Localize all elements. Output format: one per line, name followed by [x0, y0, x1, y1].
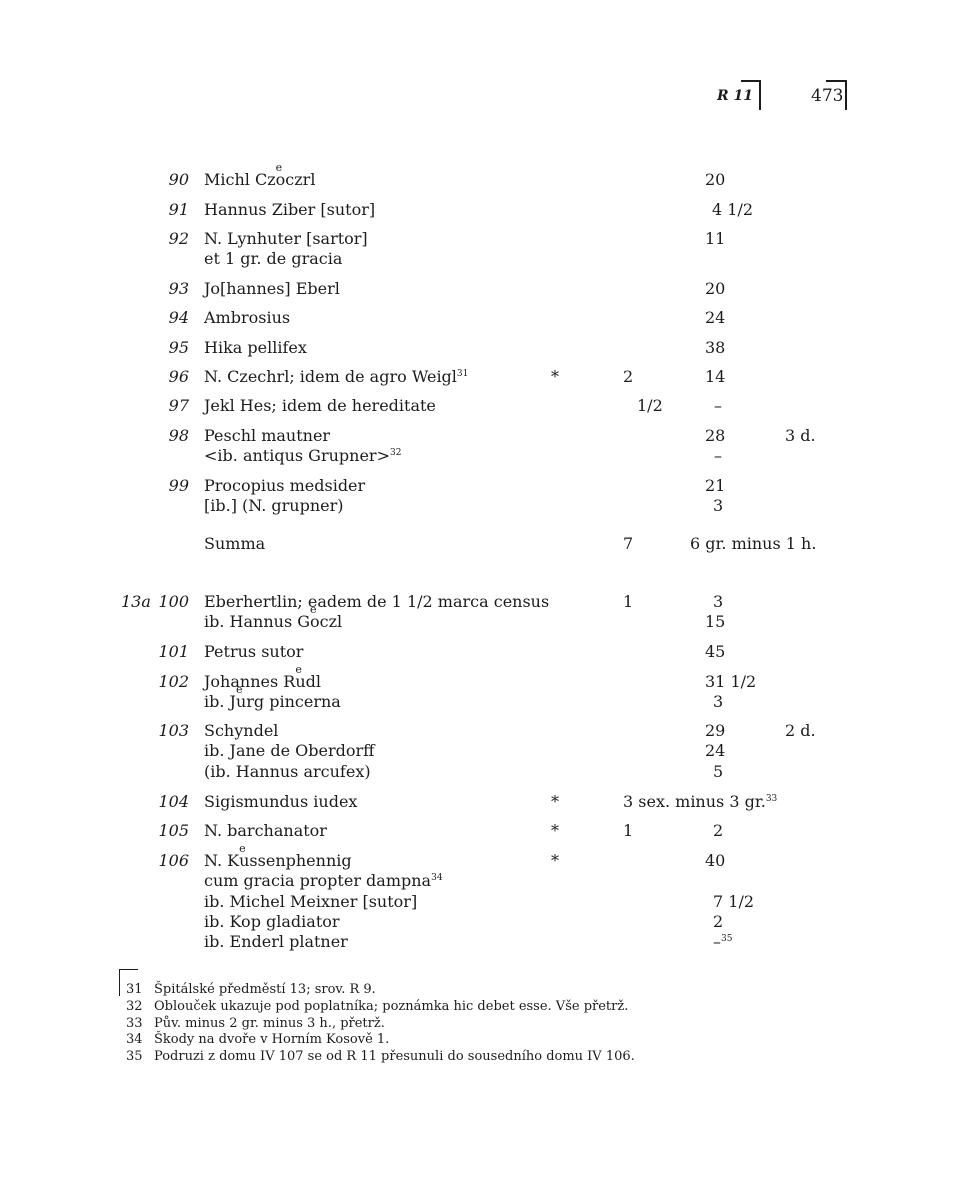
footnote-number: 33	[126, 1016, 143, 1031]
amount-col3: 3 d.	[785, 426, 816, 445]
folio-mark: 13a	[121, 592, 151, 611]
amount: –	[714, 446, 722, 465]
footnote-ref: 34	[431, 873, 443, 883]
entry-name: N. Ke ussenphennig	[204, 851, 352, 871]
asterisk-mark: *	[551, 367, 559, 386]
entry-name: N. Lynhuter [sartor]	[204, 229, 368, 248]
amount: 2	[713, 821, 724, 840]
amount: 11	[705, 229, 726, 248]
footnote-ref: 32	[389, 448, 402, 458]
entry-name: Procopius medsider	[204, 476, 366, 495]
entry-subline: (ib. Hannus arcufex)	[204, 762, 371, 781]
entry-number: 95	[168, 338, 189, 357]
amount-col1: 1	[623, 821, 634, 840]
asterisk-mark: *	[551, 792, 559, 811]
amount: 2	[713, 912, 724, 931]
entry-subline: ib. Je urg pincerna	[204, 692, 341, 712]
entry-name: Eberhertlin; eadem de 1 1/2 marca census	[204, 592, 550, 611]
entry-name: N. barchanator	[204, 821, 327, 840]
entry-number: 99	[168, 476, 189, 495]
entry-number: 102	[158, 672, 189, 691]
amount: 45	[705, 642, 726, 661]
amount: 3	[713, 692, 724, 711]
entry-number: 94	[168, 308, 189, 327]
entry-number: 96	[168, 367, 189, 386]
footnote-text: Pův. minus 2 gr. minus 3 h., přetrž.	[154, 1016, 385, 1031]
entry-number: 105	[158, 821, 189, 840]
footnote-text: Špitálské předměstí 13; srov. R 9.	[154, 982, 376, 997]
entry-name: Johannes Re udl	[204, 672, 321, 692]
entry-number: 93	[168, 279, 189, 298]
amount: 20	[705, 170, 726, 189]
amount: 31 1/2	[705, 672, 757, 691]
entry-number: 103	[158, 721, 189, 740]
amount-col1: 7	[623, 534, 634, 553]
amount: 3	[713, 592, 724, 611]
entry-number: 91	[168, 200, 189, 219]
footnote-ref: 31	[456, 369, 469, 379]
amount: –$^{35}$	[713, 932, 733, 951]
entry-number: 101	[158, 642, 189, 661]
entry-name: Jo[hannes] Eberl	[204, 279, 340, 298]
entry-number: 104	[158, 792, 189, 811]
amount-col1: 2	[623, 367, 634, 386]
amount: 24	[705, 308, 726, 327]
amount: 15	[705, 612, 726, 631]
entry-number: 98	[168, 426, 189, 445]
amount-col1: 1	[623, 592, 634, 611]
entry-subline: [ib.] (N. grupner)	[204, 496, 344, 515]
amount: 4 1/2	[712, 200, 754, 219]
footnote-number: 34	[126, 1032, 143, 1047]
amount: 24	[705, 741, 726, 760]
entry-name: Schyndel	[204, 721, 279, 740]
entry-subline: cum gracia propter dampna$^{34}$	[204, 871, 443, 890]
entry-name: Sigismundus iudex	[204, 792, 358, 811]
entry-name: Michl Cze oczrl	[204, 170, 315, 190]
header-rule	[826, 80, 847, 110]
entry-name: Hika pellifex	[204, 338, 307, 357]
entry-name: N. Czechrl; idem de agro Weigl$^{31}$	[204, 367, 469, 386]
entry-subline: ib. Enderl platner	[204, 932, 348, 951]
amount-col3: 2 d.	[785, 721, 816, 740]
amount-col1: 3 sex. minus 3 gr.$^{33}$	[623, 792, 778, 811]
entry-subline: <ib. antiqus Grupner>$^{32}$	[204, 446, 402, 465]
amount: –	[714, 396, 722, 415]
entry-subline: et 1 gr. de gracia	[204, 249, 343, 268]
amount: 21	[705, 476, 726, 495]
entry-name: Peschl mautner	[204, 426, 331, 445]
footnote-text: Škody na dvoře v Horním Kosově 1.	[154, 1032, 390, 1047]
entry-number: 90	[168, 170, 189, 189]
footnote-ref: 35	[721, 934, 733, 944]
entry-subline: ib. Hannus Ge oczl	[204, 612, 342, 632]
entry-subline: ib. Kop gladiator	[204, 912, 340, 931]
footnote-number: 32	[126, 999, 143, 1014]
page-number: 473	[811, 86, 844, 106]
amount: 14	[705, 367, 726, 386]
footnote-number: 31	[126, 982, 143, 997]
entry-name: Hannus Ziber [sutor]	[204, 200, 376, 219]
entry-name: Petrus sutor	[204, 642, 304, 661]
entry-name: Ambrosius	[204, 308, 291, 327]
asterisk-mark: *	[551, 821, 559, 840]
amount: 29	[705, 721, 726, 740]
asterisk-mark: *	[551, 851, 559, 870]
section-code: R 11	[717, 88, 753, 104]
footnote-text: Oblouček ukazuje pod poplatníka; poznámka hic debet esse. Vše přetrž.	[154, 999, 629, 1014]
entry-subline: ib. Michel Meixner [sutor]	[204, 892, 418, 911]
entry-number: 106	[158, 851, 189, 870]
amount: 6 gr. minus 1 h.	[690, 534, 817, 553]
amount: 40	[705, 851, 726, 870]
amount: 7 1/2	[713, 892, 755, 911]
entry-name: Jekl Hes; idem de hereditate	[204, 396, 436, 415]
footnote-ref: 33	[765, 794, 778, 804]
entry-number: 92	[168, 229, 189, 248]
amount: 20	[705, 279, 726, 298]
amount: 38	[705, 338, 726, 357]
amount: 3	[713, 496, 724, 515]
amount: 28	[705, 426, 726, 445]
header-rule	[741, 80, 761, 110]
entry-number: 97	[168, 396, 189, 415]
footnote-number: 35	[126, 1049, 143, 1064]
entry-subline: ib. Jane de Oberdorff	[204, 741, 375, 760]
amount: 5	[713, 762, 724, 781]
amount-col1: 1/2	[637, 396, 663, 415]
footnote-text: Podruzi z domu IV 107 se od R 11 přesunuli do sousedního domu IV 106.	[154, 1049, 635, 1064]
summa-label: Summa	[204, 534, 266, 553]
entry-number: 100	[158, 592, 189, 611]
